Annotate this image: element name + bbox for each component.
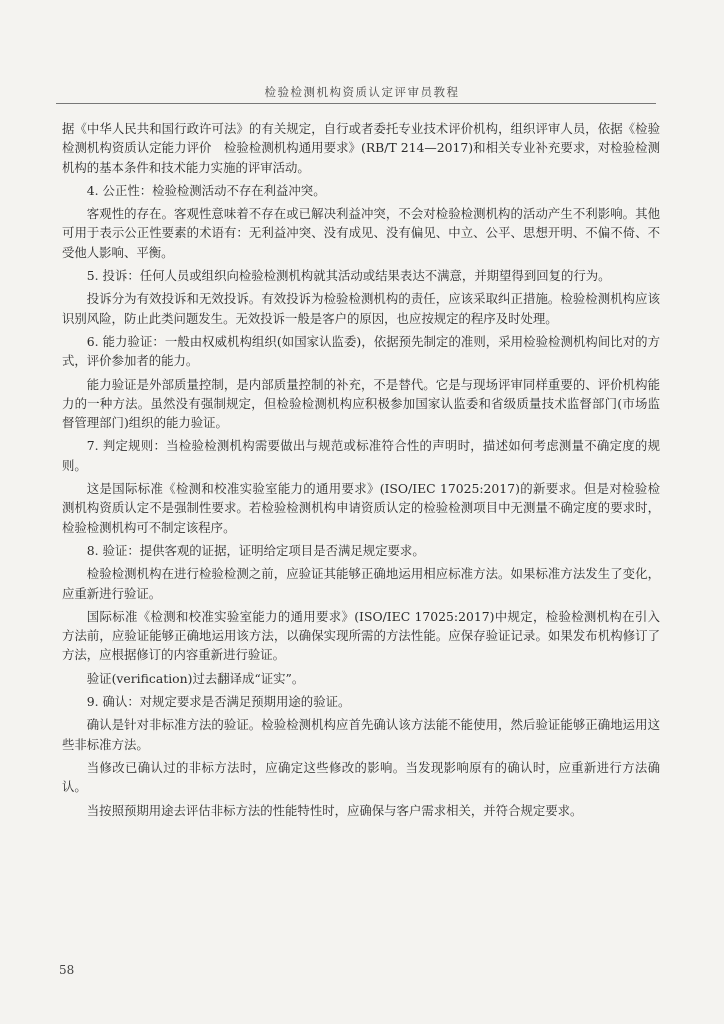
paragraph: 确认是针对非标准方法的验证。检验检测机构应首先确认该方法能不能使用，然后验证能够正确地运用这些非标准方法。 (62, 717, 660, 752)
paragraph: 验证(verification)过去翻译成“证实”。 (86, 670, 305, 686)
paragraph: 国际标准《检测和校准实验室能力的通用要求》(ISO/IEC 17025:2017)中规定，检验检测机构在引入方法前，应验证能够正确地运用该方法，以确保实现所需的方法性能。应保存验证记录。如果发布机构修订了方法，应根据修订的内容重新进行验证。 (62, 608, 660, 663)
definition-item: 6. 能力验证：一般由权威机构组织(如国家认监委)，依据预先制定的准则，采用检验检测机构间比对的方式，评价参加者的能力。 (62, 333, 660, 369)
page-number: 58 (59, 963, 75, 977)
definition-item: 4. 公正性：检验检测活动不存在利益冲突。 (86, 182, 326, 198)
paragraph: 投诉分为有效投诉和无效投诉。有效投诉为检验检测机构的责任，应该采取纠正措施。检验检测机构应该识别风险，防止此类问题发生。无效投诉一般是客户的原因，也应按规定的程序及时处理。 (62, 291, 660, 326)
definition-item: 5. 投诉：任何人员或组织向检验检测机构就其活动或结果表达不满意，并期望得到回复的行为。 (86, 268, 611, 284)
definition-item: 7. 判定规则：当检验检测机构需要做出与规范或标准符合性的声明时，描述如何考虑测量不确定度的规则。 (62, 438, 660, 473)
paragraph: 客观性的存在。客观性意味着不存在或已解决利益冲突，不会对检验检测机构的活动产生不利影响。其他可用于表示公正性要素的术语有：无利益冲突、没有成见、没有偏见、中立、公平、思想开明、不偏不倚、不受他人影响、平衡。 (62, 206, 660, 260)
paragraph: 当按照预期用途去评估非标方法的性能特性时，应确保与客户需求相关，并符合规定要求。 (86, 802, 583, 818)
running-header: 检验检测机构资质认定评审员教程 (264, 85, 460, 99)
paragraph: 当修改已确认过的非标方法时，应确定这些修改的影响。当发现影响原有的确认时，应重新进行方法确认。 (62, 759, 660, 795)
header-rule (56, 103, 656, 104)
body-text (62, 119, 660, 824)
definition-item: 9. 确认：对规定要求是否满足预期用途的验证。 (86, 694, 351, 710)
definition-item: 8. 验证：提供客观的证据，证明给定项目是否满足规定要求。 (86, 542, 425, 558)
paragraph: 据《中华人民共和国行政许可法》的有关规定，自行或者委托专业技术评价机构，组织评审人员，依据《检验检测机构资质认定能力评价 检验检测机构通用要求》(RB/T 214—2017)和相关专业补充要求，对检验检测机构的基本条件和技术能力实施的评审活动。 (62, 121, 660, 175)
paragraph: 这是国际标准《检测和校准实验室能力的通用要求》(ISO/IEC 17025:2017)的新要求。但是对检验检测机构资质认定不是强制性要求。若检验检测机构申请资质认定的检验检测项目中无测量不确定度的要求时，检验检测机构可不制定该程序。 (62, 481, 660, 535)
paragraph: 能力验证是外部质量控制，是内部质量控制的补充，不是替代。它是与现场评审同样重要的、评价机构能力的一种方法。虽然没有强制规定，但检验检测机构应积极参加国家认监委和省级质量技术监督部门(市场监督管理部门)组织的能力验证。 (62, 376, 660, 431)
paragraph: 检验检测机构在进行检验检测之前，应验证其能够正确地运用相应标准方法。如果标准方法发生了变化，应重新进行验证。 (62, 566, 660, 601)
